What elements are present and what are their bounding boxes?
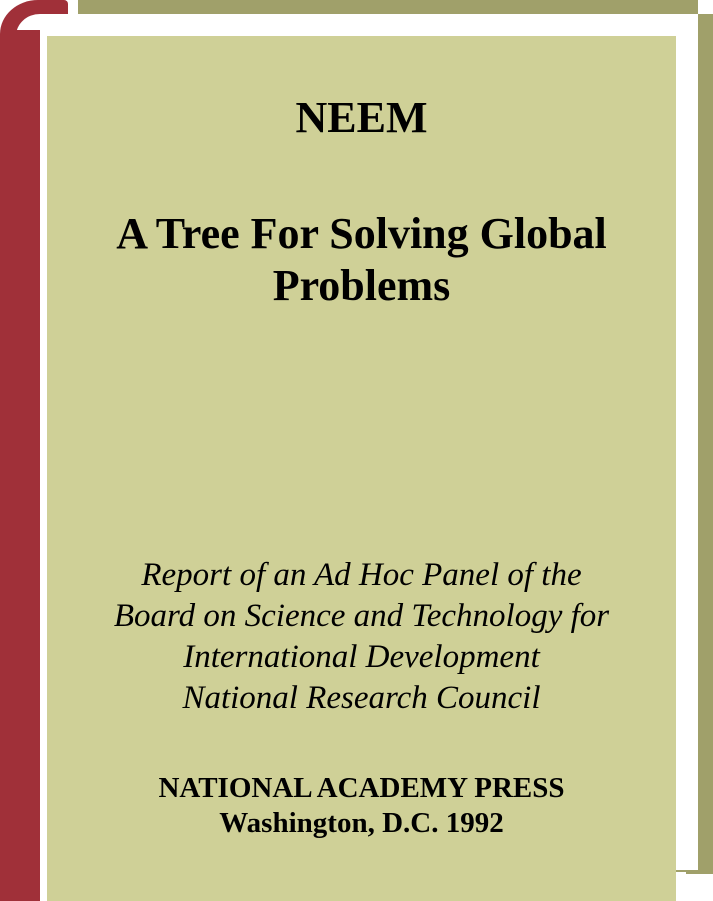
publication-place-year: Washington, D.C. 1992	[219, 807, 504, 839]
report-line: National Research Council	[182, 680, 541, 716]
publisher-name: NATIONAL ACADEMY PRESS	[158, 772, 565, 804]
report-line: Board on Science and Technology for	[113, 598, 610, 634]
report-line: Report of an Ad Hoc Panel of the	[141, 557, 582, 593]
spine-hinge	[38, 0, 68, 14]
report-description	[47, 555, 676, 719]
book-title: NEEM	[295, 93, 428, 142]
page-block-top-edge	[38, 14, 698, 36]
report-line: International Development	[183, 639, 540, 675]
book-subtitle: A Tree For Solving Global Problems	[116, 209, 607, 310]
spine-inner	[16, 30, 40, 901]
publisher-block	[47, 771, 676, 841]
page-block-right-edge	[676, 14, 698, 870]
